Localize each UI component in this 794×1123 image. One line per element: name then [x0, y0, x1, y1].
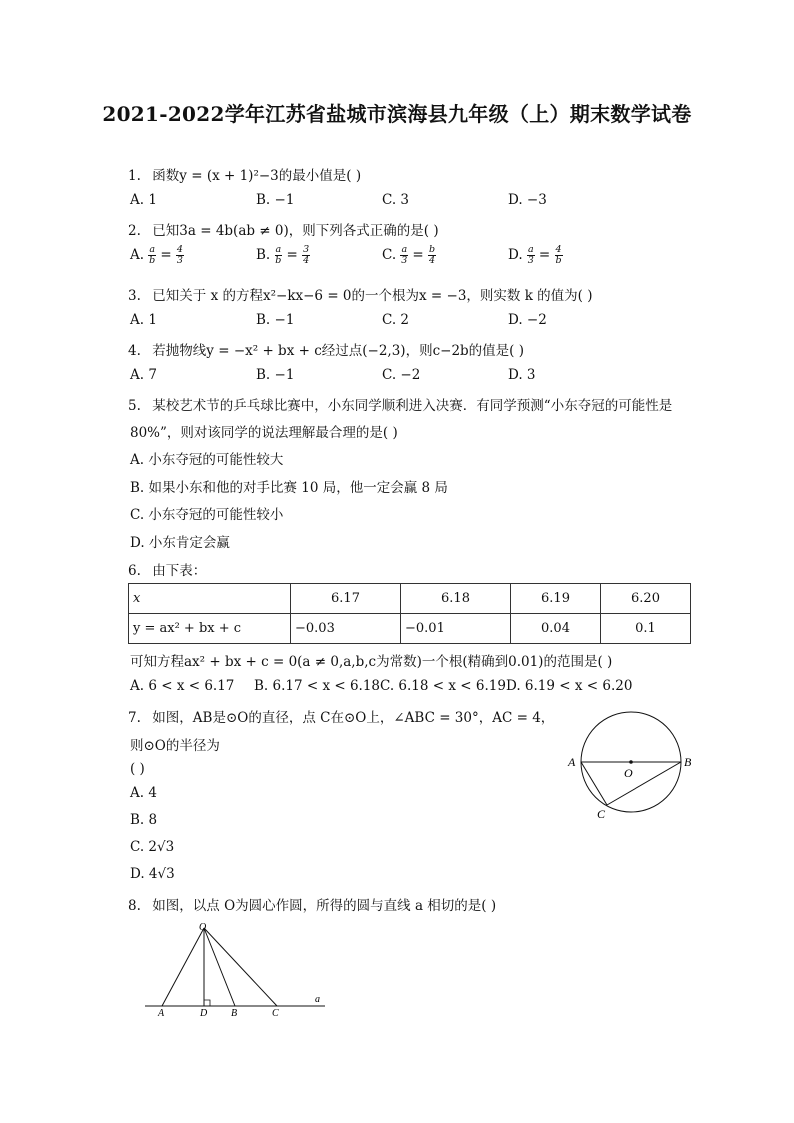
denominator: b — [555, 255, 562, 266]
denominator: 3 — [176, 255, 183, 266]
label-c: C — [272, 1008, 279, 1019]
denominator: b — [149, 255, 156, 266]
option-b[interactable]: B. −1 — [256, 367, 295, 383]
question-text-line-1: 某校艺术节的乒乓球比赛中，小东同学顺利进入决赛．有同学预测“小东夺冠的可能性是 — [152, 398, 673, 414]
table-cell: −0.01 — [401, 614, 511, 644]
option-b[interactable] — [256, 245, 310, 266]
table-cell: 6.20 — [601, 584, 691, 614]
option-a[interactable]: A. 1 — [130, 312, 157, 328]
circle-diagram — [560, 705, 700, 825]
option-c[interactable]: C. 3 — [382, 192, 410, 208]
option-d[interactable]: D. 3 — [508, 367, 536, 383]
option-a[interactable]: A. 7 — [130, 367, 157, 383]
chord-ac — [581, 762, 607, 805]
option-d[interactable]: D. 6.19 < x < 6.20 — [506, 678, 633, 694]
table-cell: 6.18 — [401, 584, 511, 614]
question-8 — [128, 894, 496, 914]
question-text: 若抛物线y = −x² + bx + c经过点(−2,3)，则c−2b的值是( ) — [152, 343, 525, 359]
question-text: 由下表： — [152, 563, 207, 579]
question-6-conclusion: 可知方程ax² + bx + c = 0(a ≠ 0,a,b,c为常数)一个根(精确到0.01)的范围是( ) — [130, 654, 613, 670]
numerator: 4 — [176, 244, 183, 255]
table-cell: 6.17 — [291, 584, 401, 614]
label-b: B — [684, 755, 692, 769]
label-b: B — [231, 1008, 238, 1019]
equals-sign: = — [160, 247, 172, 263]
segment-ob — [204, 928, 235, 1006]
table-cell: 6.19 — [511, 584, 601, 614]
option-a[interactable]: A. 小东夺冠的可能性较大 — [130, 452, 284, 468]
tangent-diagram — [140, 918, 340, 1022]
question-text-line-3: ( ) — [130, 761, 145, 777]
option-letter: B. — [256, 247, 271, 263]
option-b[interactable]: B. −1 — [256, 192, 295, 208]
table-cell: 0.04 — [511, 614, 601, 644]
question-text-line-1: 如图，AB是⊙O的直径，点 C在⊙O上，∠ABC = 30°，AC = 4， — [152, 710, 555, 726]
table-row — [129, 584, 691, 614]
center-point — [629, 760, 633, 764]
option-c[interactable]: C. −2 — [382, 367, 421, 383]
option-b[interactable]: B. −1 — [256, 312, 295, 328]
option-d[interactable]: D. −2 — [508, 312, 547, 328]
option-c[interactable]: C. 6.18 < x < 6.19 — [380, 678, 506, 694]
question-number: 4. — [128, 343, 141, 359]
equals-sign: = — [412, 247, 424, 263]
option-c[interactable]: C. 2√3 — [130, 839, 175, 855]
option-d[interactable] — [508, 245, 563, 266]
question-1 — [128, 164, 361, 184]
fraction — [275, 245, 283, 266]
fraction — [176, 245, 184, 266]
option-letter: A. — [130, 247, 145, 263]
option-letter: D. — [508, 247, 523, 263]
label-a: A — [568, 755, 576, 769]
question-7 — [128, 706, 554, 726]
question-3 — [128, 284, 593, 304]
label-o: O — [199, 922, 207, 933]
question-text: 已知关于 x 的方程x²−kx−6 = 0的一个根为x = −3，则实数 k 的值为( ) — [152, 288, 593, 304]
option-d[interactable]: D. 小东肯定会赢 — [130, 535, 230, 551]
fraction — [555, 245, 563, 266]
label-o: O — [624, 766, 633, 780]
question-text-line-2: 80%”，则对该同学的说法理解最合理的是( ) — [130, 425, 398, 441]
option-c[interactable]: C. 2 — [382, 312, 410, 328]
table-row — [129, 614, 691, 644]
fraction — [428, 245, 436, 266]
option-a[interactable]: A. 1 — [130, 192, 157, 208]
option-a[interactable]: A. 4 — [130, 785, 157, 801]
equals-sign: = — [538, 247, 551, 263]
option-d[interactable]: D. −3 — [508, 192, 547, 208]
numerator: 3 — [303, 244, 310, 255]
table-cell: y = ax² + bx + c — [129, 614, 291, 644]
fraction — [527, 245, 535, 266]
chord-cb — [607, 762, 681, 805]
question-number: 3. — [128, 288, 141, 304]
option-c[interactable] — [382, 245, 436, 266]
segment-oa — [162, 928, 204, 1006]
question-number: 7. — [128, 710, 141, 726]
denominator: 4 — [429, 255, 436, 266]
numerator: 4 — [555, 244, 562, 255]
denominator: b — [275, 255, 282, 266]
option-letter: C. — [382, 247, 397, 263]
question-number: 2. — [128, 223, 141, 239]
fraction — [148, 245, 156, 266]
numerator: a — [527, 244, 534, 255]
table-cell: 0.1 — [601, 614, 691, 644]
option-b[interactable]: B. 如果小东和他的对手比赛 10 局，他一定会赢 8 局 — [130, 480, 448, 496]
denominator: 3 — [527, 255, 534, 266]
question-4 — [128, 339, 524, 359]
option-a[interactable]: A. 6 < x < 6.17 — [130, 678, 235, 694]
numerator: a — [149, 244, 156, 255]
option-b[interactable]: B. 8 — [130, 812, 158, 828]
question-text: 函数y = (x + 1)²−3的最小值是( ) — [152, 168, 362, 184]
right-angle-mark — [204, 1000, 210, 1006]
label-line-a: a — [315, 994, 320, 1005]
question-number: 5. — [128, 398, 141, 414]
question-6 — [128, 559, 206, 579]
numerator: a — [401, 244, 408, 255]
denominator: 3 — [401, 255, 408, 266]
question-2 — [128, 219, 439, 239]
value-table — [128, 583, 691, 644]
option-a[interactable] — [130, 245, 184, 266]
option-d[interactable]: D. 4√3 — [130, 866, 175, 882]
numerator: b — [429, 244, 436, 255]
table-cell: −0.03 — [291, 614, 401, 644]
denominator: 4 — [303, 255, 310, 266]
option-c[interactable]: C. 小东夺冠的可能性较小 — [130, 507, 284, 523]
question-text: 已知3a = 4b(ab ≠ 0)，则下列各式正确的是( ) — [152, 223, 439, 239]
table-cell: x — [129, 584, 291, 614]
question-5 — [128, 394, 672, 414]
label-a: A — [158, 1008, 165, 1019]
question-number: 6. — [128, 563, 141, 579]
question-number: 1. — [128, 168, 141, 184]
label-d: D — [200, 1008, 208, 1019]
label-c: C — [597, 807, 606, 821]
segment-oc — [204, 928, 277, 1006]
question-number: 8. — [128, 898, 141, 914]
fraction — [400, 245, 408, 266]
fraction — [302, 245, 310, 266]
option-b[interactable]: B. 6.17 < x < 6.18 — [254, 678, 381, 694]
page-title: 2021-2022学年江苏省盐城市滨海县九年级（上）期末数学试卷 — [102, 102, 692, 126]
equals-sign: = — [286, 247, 298, 263]
numerator: a — [275, 244, 282, 255]
question-text-line-2: 则⊙O的半径为 — [130, 738, 220, 754]
question-text: 如图，以点 O为圆心作圆，所得的圆与直线 a 相切的是( ) — [152, 898, 497, 914]
